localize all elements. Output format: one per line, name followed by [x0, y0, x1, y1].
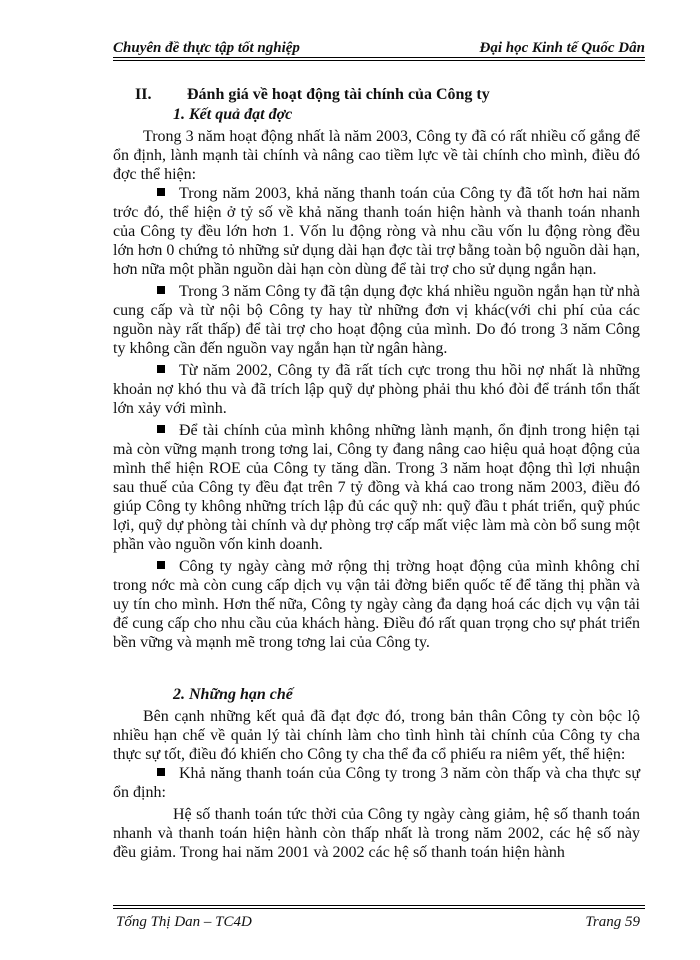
bullet-paragraph	[113, 361, 640, 418]
bullet-text: Trong 3 năm Công ty đã tận dụng đợc khá nhiều nguồn ngắn hạn từ nhà cung cấp và từ nội bộ Công ty hay từ những đơn vị khác(với chi phí của các nguồn này rất thấp) để tài trợ cho hoạt động của mình. Do đó trong 3 năm Công ty không cần đến nguồn vay ngắn hạn từ ngân hàng.	[113, 283, 640, 357]
section-title: Đánh giá về hoạt động tài chính của Công ty	[187, 86, 490, 103]
bullet-square-icon	[157, 561, 165, 569]
bullet-square-icon	[157, 188, 165, 196]
bullet-paragraph	[113, 282, 640, 358]
bullet-text: Từ năm 2002, Công ty đã rất tích cực trong thu hồi nợ nhất là những khoản nợ khó thu và đã trích lập quỹ dự phòng phải thu khó đòi để tránh tổn thất lớn xảy với mình.	[113, 362, 640, 417]
bullet-text: Để tài chính của mình không những lành mạnh, ổn định trong hiện tại mà còn vững mạnh trong tơng lai, Công ty đang nâng cao hiệu quả hoạt động của mình thể hiện ROE của Công ty tăng dần. Trong 3 năm hoạt động thì lợi nhuận sau thuế của Công ty đều đạt trên 7 tỷ đồng và khá cao trong năm 2003, điều đó giúp Công ty không những trích lập đủ các quỹ nh: quỹ đầu t phát triển, quỹ phúc lợi, quỹ dự phòng tài chính và dự phòng trợ cấp mất việc làm mà còn bổ sung một phần vào nguồn vốn kinh doanh.	[113, 422, 640, 553]
bullet-text: Công ty ngày càng mở rộng thị trờng hoạt động của mình không chỉ trong nớc mà còn cung cấp dịch vụ vận tải đờng biển quốc tế để tăng thị phần và uy tín cho mình. Hơn thế nữa, Công ty ngày càng đa dạng hoá các dịch vụ vận tải để cung cấp cho nhu cầu của khách hàng. Điều đó rất quan trọng cho sự phát triển bền vững và mạnh mẽ trong tơng lai của Công ty.	[113, 558, 640, 651]
header-left: Chuyên đề thực tập tốt nghiệp	[113, 40, 300, 56]
bullet-paragraph	[113, 184, 640, 279]
bullet-square-icon	[157, 768, 165, 776]
bullet-text: Trong năm 2003, khả năng thanh toán của Công ty đã tốt hơn hai năm trớc đó, thể hiện ở tỷ số về khả năng thanh toán hiện hành và thanh toán nhanh của Công ty đều lớn hơn 1. Vốn lu động ròng và nhu cầu vốn lu động ròng đều lớn hơn 0 chứng tỏ những sử dụng dài hạn đợc tài trợ bằng toàn bộ nguồn dài hạn, hơn nữa một phần nguồn dài hạn còn dùng để tài trợ cho sử dụng ngắn hạn.	[113, 185, 640, 278]
subsection-2-title: 2. Những hạn chế	[173, 686, 293, 703]
subsection-1-intro: Trong 3 năm hoạt động nhất là năm 2003, Công ty đã có rất nhiều cố gắng để ổn định, lành mạnh tài chính và nâng cao tiềm lực về tài chính cho mình, điều đó đợc thể hiện:	[113, 128, 640, 183]
subsection-2-intro: Bên cạnh những kết quả đã đạt đợc đó, trong bản thân Công ty còn bộc lộ nhiều hạn chế về quản lý tài chính làm cho tình hình tài chính của Công ty cha thực sự tốt, điều đó khiến cho Công ty cha thể đa cổ phiếu ra niêm yết, thể hiện:	[113, 708, 640, 763]
footer-rule	[113, 905, 645, 906]
footer-rule-double	[113, 908, 645, 909]
bullet-square-icon	[157, 286, 165, 294]
bullet-square-icon	[157, 425, 165, 433]
footer-author: Tống Thị Dan – TC4D	[116, 914, 252, 930]
header-rule	[113, 57, 645, 58]
footer-page-number: Trang 59	[585, 914, 640, 930]
subsection-1-title: 1. Kết quả đạt đợc	[173, 106, 293, 123]
section-number: II.	[135, 86, 152, 103]
header-rule-double	[113, 60, 645, 61]
bullet-text: Khả năng thanh toán của Công ty trong 3 năm còn thấp và cha thực sự ổn định:	[113, 765, 640, 801]
subsection-2-detail: Hệ số thanh toán tức thời của Công ty ngày càng giảm, hệ số thanh toán nhanh và thanh toán hiện hành còn thấp nhất là trong năm 2002, các hệ số này đều giảm. Trong hai năm 2001 và 2002 các hệ số thanh toán hiện hành	[113, 806, 640, 861]
bullet-square-icon	[157, 365, 165, 373]
section-heading	[113, 85, 640, 105]
bullet-paragraph	[113, 764, 640, 802]
page-body	[113, 85, 640, 862]
bullet-paragraph	[113, 557, 640, 652]
header-right: Đại học Kinh tế Quốc Dân	[479, 40, 645, 56]
bullet-paragraph	[113, 421, 640, 554]
